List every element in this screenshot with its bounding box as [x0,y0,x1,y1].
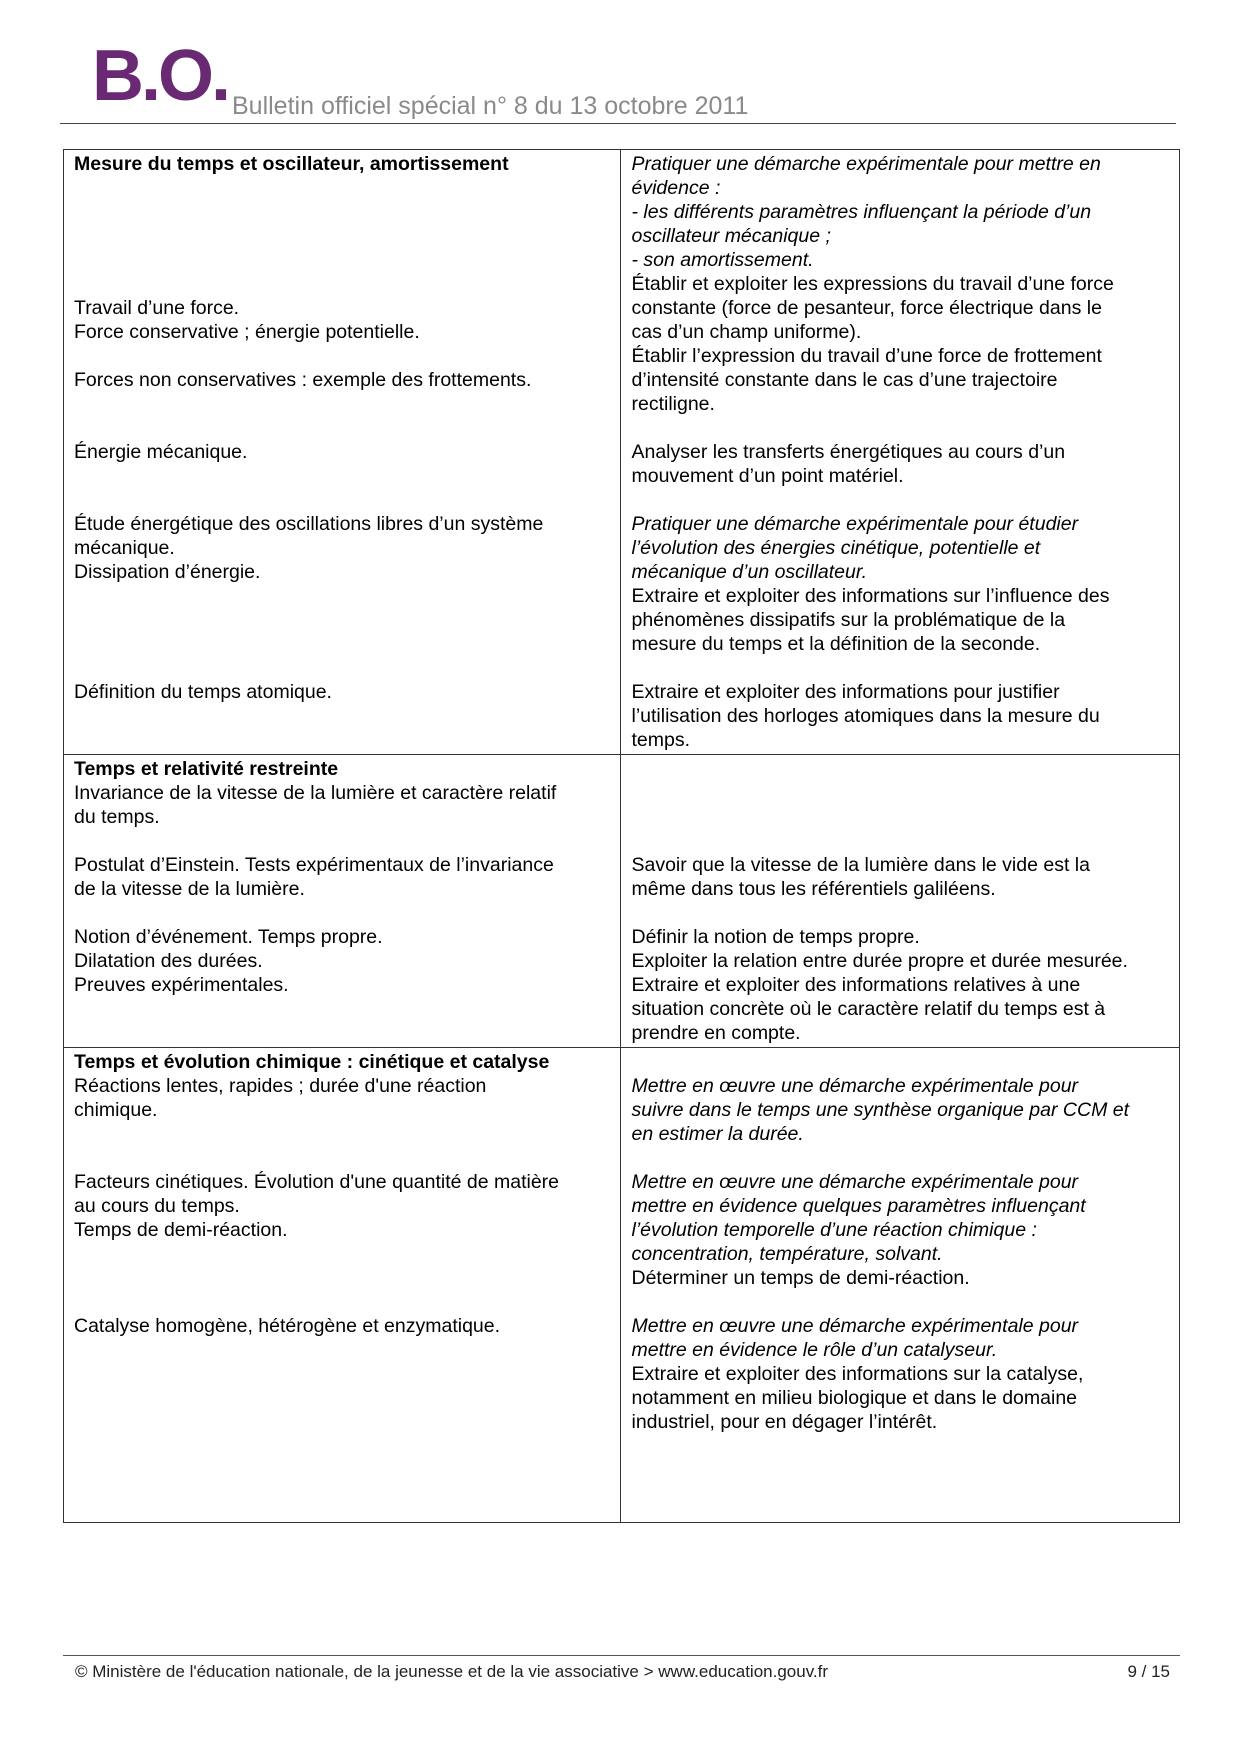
competence-text: mécanique d’un oscillateur. [631,561,868,583]
program-table [63,149,1180,1523]
notion-text: Temps de demi-réaction. [74,1219,288,1241]
competence-text: Analyser les transferts énergétiques au cours d’un [631,441,1066,463]
competence-text: même dans tous les référentiels galiléens. [631,878,996,900]
section-heading: Mesure du temps et oscillateur, amortissement [74,153,509,175]
competence-text: en estimer la durée. [631,1123,804,1145]
notion-text: Forces non conservatives : exemple des frottements. [74,369,532,391]
table-row [64,755,1180,1048]
competence-text: d’intensité constante dans le cas d’une trajectoire [631,369,1058,391]
table-row [64,1048,1180,1523]
notion-text: Réactions lentes, rapides ; durée d'une réaction [74,1075,487,1097]
competence-text: rectiligne. [631,393,715,415]
competence-text: Exploiter la relation entre durée propre et durée mesurée. [631,950,1128,972]
competences-cell [621,755,1180,1048]
competence-text: notamment en milieu biologique et dans le domaine [631,1387,1078,1409]
competence-text: Extraire et exploiter des informations sur l’influence des [631,585,1110,607]
competence-text: l’utilisation des horloges atomiques dans la mesure du [631,705,1100,727]
notion-text: Dissipation d’énergie. [74,561,261,583]
competences-cell [621,150,1180,755]
competence-text: - les différents paramètres influençant la période d’un [631,201,1092,223]
notion-text: Dilatation des durées. [74,950,263,972]
competence-text: Établir l’expression du travail d’une force de frottement [631,345,1102,367]
notion-text: Postulat d’Einstein. Tests expérimentaux de l’invariance [74,854,554,876]
competence-text: Savoir que la vitesse de la lumière dans le vide est la [631,854,1090,876]
notion-text: Notion d’événement. Temps propre. [74,926,383,948]
competence-text: mesure du temps et la définition de la seconde. [631,633,1041,655]
notion-text: Facteurs cinétiques. Évolution d'une quantité de matière [74,1171,560,1193]
competence-text: industriel, pour en dégager l’intérêt. [631,1411,938,1433]
competence-text: Mettre en œuvre une démarche expérimentale pour [631,1315,1079,1337]
notions-cell [64,755,621,1048]
competence-text: suivre dans le temps une synthèse organique par CCM et [631,1099,1130,1121]
competence-text: - son amortissement. [631,249,814,271]
competence-text: cas d’un champ uniforme). [631,321,862,343]
notion-text: Définition du temps atomique. [74,681,332,703]
competence-text: prendre en compte. [631,1022,801,1044]
notion-text: de la vitesse de la lumière. [74,878,305,900]
competence-text: Déterminer un temps de demi-réaction. [631,1267,970,1289]
competence-text: Mettre en œuvre une démarche expérimentale pour [631,1075,1079,1097]
bulletin-title: Bulletin officiel spécial n° 8 du 13 octobre 2011 [232,92,749,120]
footer-divider [63,1655,1180,1656]
notions-cell [64,1048,621,1523]
competence-text: mouvement d’un point matériel. [631,465,904,487]
notions-cell [64,150,621,755]
notion-text: Travail d’une force. [74,297,240,319]
bo-logo: B.O. [92,36,229,116]
header-divider [60,123,1176,124]
competence-text: temps. [631,729,691,751]
competence-text: mettre en évidence le rôle d’un catalyseur. [631,1339,998,1361]
notion-text: chimique. [74,1099,158,1121]
competence-text: Mettre en œuvre une démarche expérimentale pour [631,1171,1079,1193]
section-heading: Temps et évolution chimique : cinétique et catalyse [74,1051,550,1073]
competence-text: Extraire et exploiter des informations relatives à une [631,974,1081,996]
notion-text: Invariance de la vitesse de la lumière et caractère relatif [74,782,557,804]
competence-text: Extraire et exploiter des informations pour justifier [631,681,1060,703]
notion-text: au cours du temps. [74,1195,240,1217]
competence-text: oscillateur mécanique ; [631,225,831,247]
competence-text: l’évolution temporelle d’une réaction chimique : [631,1219,1037,1241]
notion-text: Force conservative ; énergie potentielle. [74,321,420,343]
footer-credit: © Ministère de l'éducation nationale, de la jeunesse et de la vie associative > www.education.gouv.fr [75,1662,829,1681]
competence-text: mettre en évidence quelques paramètres influençant [631,1195,1086,1217]
notion-text: du temps. [74,806,160,828]
competence-text: constante (force de pesanteur, force électrique dans le [631,297,1102,319]
competence-text: situation concrète où le caractère relatif du temps est à [631,998,1106,1020]
notion-text: mécanique. [74,537,175,559]
notion-text: Preuves expérimentales. [74,974,289,996]
competence-text: Pratiquer une démarche expérimentale pour mettre en [631,153,1101,175]
competence-text: évidence : [631,177,721,199]
competence-text: Extraire et exploiter des informations sur la catalyse, [631,1363,1084,1385]
competence-text: phénomènes dissipatifs sur la problématique de la [631,609,1066,631]
competence-text: Pratiquer une démarche expérimentale pour étudier [631,513,1079,535]
notion-text: Énergie mécanique. [74,441,248,463]
competence-text: Établir et exploiter les expressions du travail d’une force [631,273,1114,295]
competence-text: l’évolution des énergies cinétique, potentielle et [631,537,1041,559]
notion-text: Étude énergétique des oscillations libres d’un système [74,513,544,535]
page-header [92,36,1172,124]
competences-cell [621,1048,1180,1523]
competence-text: concentration, température, solvant. [631,1243,943,1265]
notion-text: Catalyse homogène, hétérogène et enzymatique. [74,1315,501,1337]
table-row [64,150,1180,755]
section-heading: Temps et relativité restreinte [74,758,339,780]
page-number: 9 / 15 [1127,1662,1170,1681]
competence-text: Définir la notion de temps propre. [631,926,920,948]
